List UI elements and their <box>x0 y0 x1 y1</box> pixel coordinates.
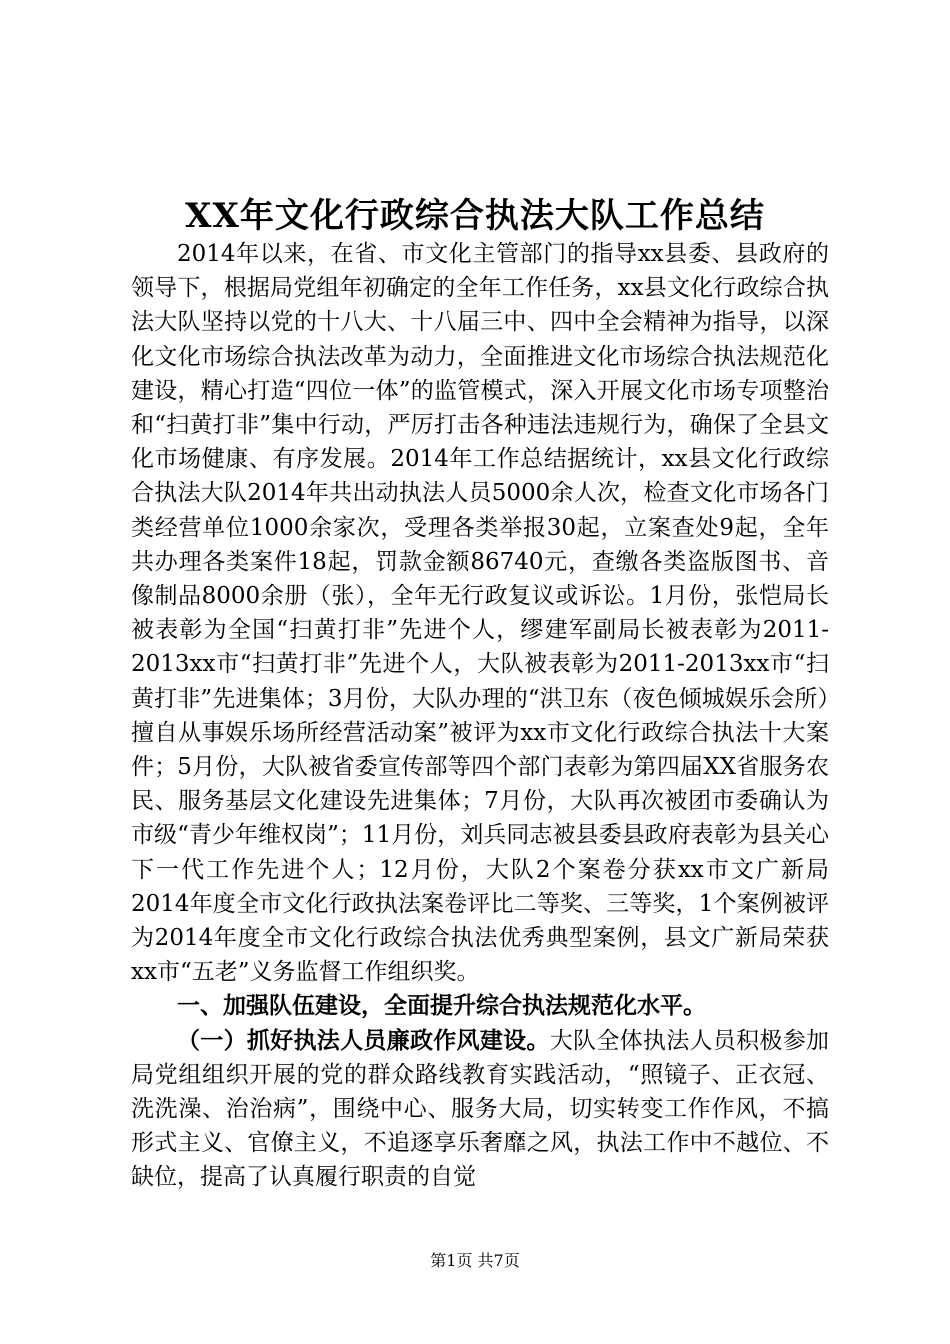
intro-paragraph: 2014年以来，在省、市文化主管部门的指导xx县委、县政府的领导下，根据局党组年初确定的全年工作任务，xx县文化行政综合执法大队坚持以党的十八大、十八届三中、四中全会精神为指导，以深化文化市场综合执法改革为动力，全面推进文化市场综合执法规范化建设，精心打造“四位一体”的监管模式，深入开展文化市场专项整治和“扫黄打非”集中行动，严厉打击各种违法违规行为，确保了全县文化市场健康、有序发展。2014年工作总结据统计，xx县文化行政综合执法大队2014年共出动执法人员5000余人次，检查文化市场各门类经营单位1000余家次，受理各类举报30起，立案查处9起，全年共办理各类案件18起，罚款金额86740元，查缴各类盗版图书、音像制品8000余册（张），全年无行政复议或诉讼。1月份，张恺局长被表彰为全国“扫黄打非”先进个人，缪建军副局长被表彰为2011-2013xx市“扫黄打非”先进个人，大队被表彰为2011-2013xx市“扫黄打非”先进集体；3月份，大队办理的“洪卫东（夜色倾城娱乐会所）擅自从事娱乐场所经营活动案”被评为xx市文化行政综合执法十大案件；5月份，大队被省委宣传部等四个部门表彰为第四届XX省服务农民、服务基层文化建设先进集体；7月份，大队再次被团市委确认为市级“青少年维权岗”；11月份，刘兵同志被县委县政府表彰为县关心下一代工作先进个人；12月份，大队2个案卷分获xx市文广新局2014年度全市文化行政执法案卷评比二等奖、三等奖，1个案例被评为2014年度全市文化行政综合执法优秀典型案例，县文广新局荣获xx市“五老”义务监督工作组织奖。 <box>131 241 829 986</box>
subsection-heading: （一）抓好执法人员廉政作风建设。 <box>177 1026 550 1054</box>
document-title: XX年文化行政综合执法大队工作总结 <box>185 196 765 236</box>
subsection-paragraph <box>131 1024 829 1195</box>
subsection-text: 大队全体执法人员积极参加局党组组织开展的党的群众路线教育实践活动，“照镜子、正衣冠、洗洗澡、治治病”，围绕中心、服务大局，切实转变工作作风，不搞形式主义、官僚主义，不追逐享乐奢靡之风，执法工作中不越位、不缺位，提高了认真履行职责的自觉 <box>131 1027 830 1191</box>
page-footer: 第1页 共7页 <box>430 1251 520 1270</box>
document-body <box>131 237 829 1195</box>
section-heading: 一、加强队伍建设，全面提升综合执法规范化水平。 <box>177 992 706 1020</box>
